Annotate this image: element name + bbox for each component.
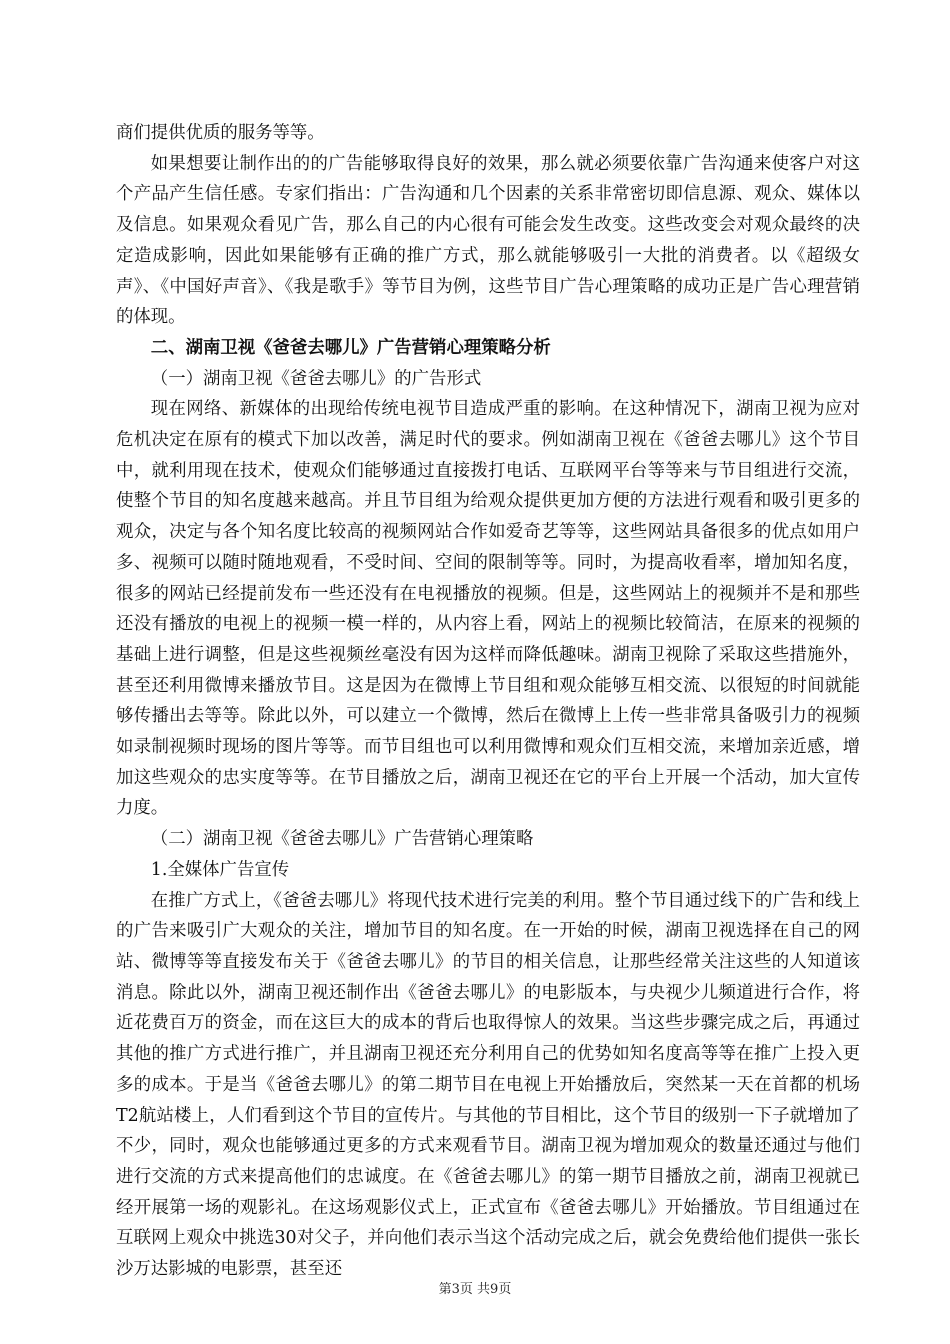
paragraph-ad-forms: 现在网络、新媒体的出现给传统电视节目造成严重的影响。在这种情况下，湖南卫视为应对危机决定在原有的模式下加以改善，满足时代的要求。例如湖南卫视在《爸爸去哪儿》这个节目中，就利用现在技术，使观众们能够通过直接拨打电话、互联网平台等等来与节目组进行交流，使整个节目的知名度越来越高。并且节目组为给观众提供更加方便的方法进行观看和吸引更多的观众，决定与各个知名度比较高的视频网站合作如爱奇艺等等，这些网站具备很多的优点如用户多、视频可以随时随地观看，不受时间、空间的限制等等。同时，为提高收看率，增加知名度，很多的网站已经提前发布一些还没有在电视播放的视频。但是，这些网站上的视频并不是和那些还没有播放的电视上的视频一模一样的，从内容上看，网站上的视频比较简洁，在原来的视频的基础上进行调整，但是这些视频丝毫没有因为这样而降低趣味。湖南卫视除了采取这些措施外，甚至还利用微博来播放节目。这是因为在微博上节目组和观众能够互相交流、以很短的时间就能够传播出去等等。除此以外，可以建立一个微博，然后在微博上上传一些非常具备吸引力的视频如录制视频时现场的图片等等。而节目组也可以利用微博和观众们互相交流，来增加亲近感，增加这些观众的忠实度等等。在节目播放之后，湖南卫视还在它的平台上开展一个活动，加大宣传力度。: [116, 399, 860, 819]
paragraph-continuation: 商们提供优质的服务等等。: [116, 123, 325, 143]
section-heading: 二、湖南卫视《爸爸去哪儿》广告营销心理策略分析: [150, 337, 551, 358]
subsection-heading-2: （二）湖南卫视《爸爸去哪儿》广告营销心理策略: [150, 829, 534, 850]
page-body: [116, 118, 860, 1285]
item-heading-1: 1.全媒体广告宣传: [150, 859, 290, 880]
paragraph-all-media: 在推广方式上，《爸爸去哪儿》将现代技术进行完美的利用。整个节目通过线下的广告和线上的广告来吸引广大观众的关注，增加节目的知名度。在一开始的时候，湖南卫视选择在自己的网站、微博等等直接发布关于《爸爸去哪儿》的节目的相关信息，让那些经常关注这些的人知道该消息。除此以外，湖南卫视还制作出《爸爸去哪儿》的电影版本，与央视少儿频道进行合作，将近花费百万的资金，而在这巨大的成本的背后也取得惊人的效果。当这些步骤完成之后，再通过其他的推广方式进行推广，并且湖南卫视还充分利用自己的优势如知名度高等等在推广上投入更多的成本。于是当《爸爸去哪儿》的第二期节目在电视上开始播放后，突然某一天在首都的机场T2航站楼上，人们看到这个节目的宣传片。与其他的节目相比，这个节目的级别一下子就增加了不少，同时，观众也能够通过更多的方式来观看节目。湖南卫视为增加观众的数量还通过与他们进行交流的方式来提高他们的忠诚度。在《爸爸去哪儿》的第一期节目播放之前，湖南卫视就已经开展第一场的观影礼。在这场观影仪式上，正式宣布《爸爸去哪儿》开始播放。节目组通过在互联网上观众中挑选30对父子，并向他们表示当这个活动完成之后，就会免费给他们提供一张长沙万达影城的电影票，甚至还: [116, 890, 860, 1280]
page-number: 第3页 共9页: [438, 1282, 512, 1297]
subsection-heading-1: （一）湖南卫视《爸爸去哪儿》的广告形式: [150, 368, 482, 389]
paragraph-ad-communication: 如果想要让制作出的的广告能够取得良好的效果，那么就必须要依靠广告沟通来使客户对这个产品产生信任感。专家们指出：广告沟通和几个因素的关系非常密切即信息源、观众、媒体以及信息。如果观众看见广告，那么自己的内心很有可能会发生改变。这些改变会对观众最终的决定造成影响，因此如果能够有正确的推广方式，那么就能够吸引一大批的消费者。以《超级女声》、《中国好声音》、《我是歌手》等节目为例，这些节目广告心理策略的成功正是广告心理营销的体现。: [116, 153, 860, 328]
